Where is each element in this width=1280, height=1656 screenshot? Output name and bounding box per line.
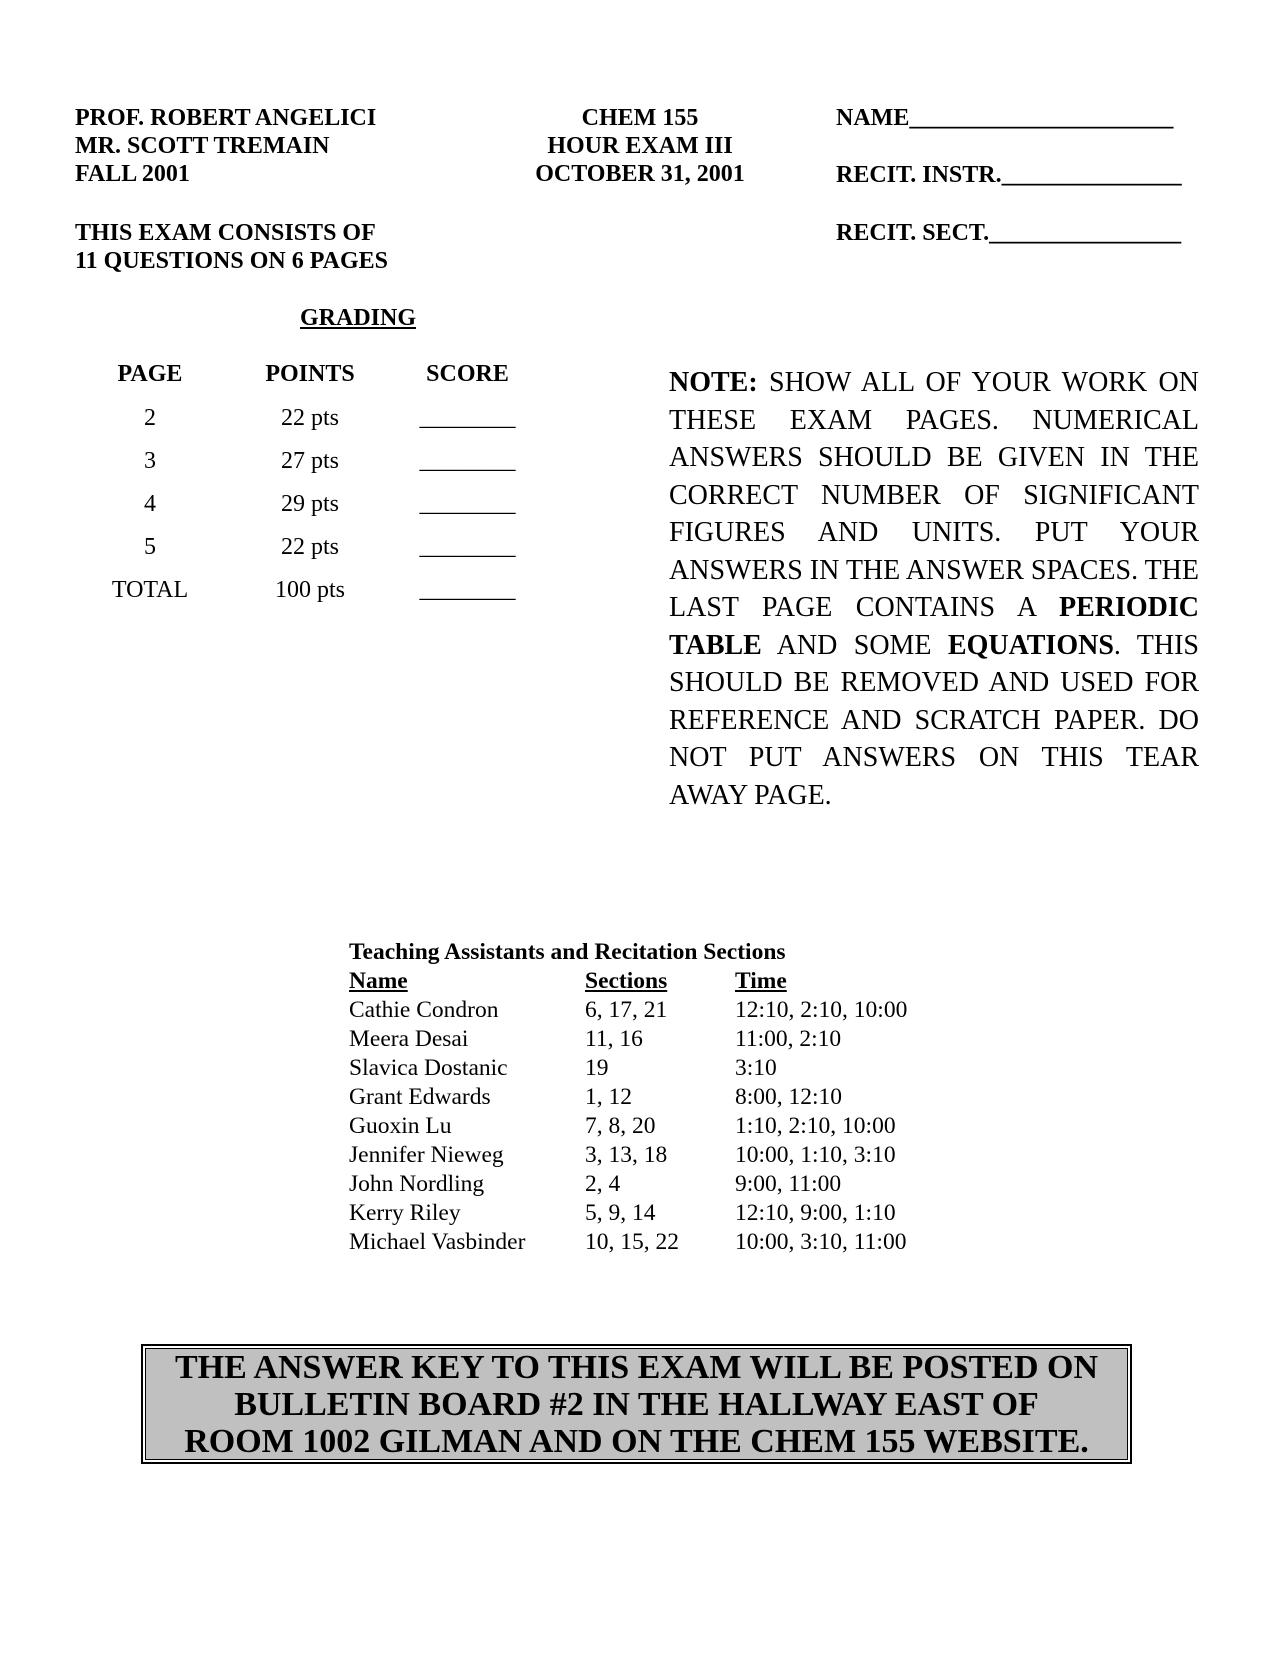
grading-row <box>0 534 540 577</box>
ta-time: 3:10 <box>735 1055 777 1081</box>
ta-time: 1:10, 2:10, 10:00 <box>735 1113 896 1139</box>
grading-points: 22 pts <box>280 405 339 431</box>
ta-sections: 6, 17, 21 <box>585 997 668 1023</box>
exam-info <box>75 219 388 275</box>
note-text: SHOW ALL OF YOUR WORK ON THESE EXAM PAGES. NUMERICAL ANSWERS SHOULD BE GIVEN IN THE CORRECT NUMBER OF SIGNIFICANT FIGURES AND UNITS. PUT YOUR ANSWERS IN THE ANSWER SPACES. THE LAST PAGE CONTAINS A <box>669 367 1200 623</box>
ta-name: Grant Edwards <box>349 1084 491 1110</box>
grading-score-blank[interactable]: ________ <box>419 577 516 603</box>
grading-points: 100 pts <box>274 577 345 603</box>
ta-row <box>349 1228 907 1257</box>
ta-time: 12:10, 9:00, 1:10 <box>735 1200 896 1226</box>
grading-header-row <box>0 361 540 404</box>
ta-table <box>349 938 908 1257</box>
ta-sections: 2, 4 <box>585 1171 621 1197</box>
ta-sections: 19 <box>585 1055 609 1081</box>
ta-header-sections: Sections <box>585 968 668 994</box>
ta-sections: 11, 16 <box>585 1026 643 1052</box>
grading-row <box>0 491 540 534</box>
ta-row <box>349 1025 842 1054</box>
ta-row <box>349 1112 896 1141</box>
ta-time: 8:00, 12:10 <box>735 1084 843 1110</box>
note-text: AND SOME <box>761 629 948 661</box>
ta-row <box>349 1083 843 1112</box>
grading-page: 5 <box>144 534 156 560</box>
term: FALL 2001 <box>75 161 190 187</box>
ta-header-name: Name <box>349 968 408 994</box>
grading-score-blank[interactable]: ________ <box>419 448 516 474</box>
grading-header-score: SCORE <box>426 361 509 387</box>
grading-page: 3 <box>144 448 156 474</box>
answer-key-line: BULLETIN BOARD #2 IN THE HALLWAY EAST OF <box>234 1385 1039 1423</box>
ta-header-time: Time <box>735 968 787 994</box>
grading-score-blank[interactable]: ________ <box>419 491 516 517</box>
grading-header-page: PAGE <box>117 361 183 387</box>
exam-title-block <box>520 104 760 188</box>
grading-score-blank[interactable]: ________ <box>419 405 516 431</box>
ta-header-row <box>349 967 786 996</box>
assistant-name: MR. SCOTT TREMAIN <box>75 133 330 159</box>
ta-time: 11:00, 2:10 <box>735 1026 842 1052</box>
grading-table <box>0 361 540 621</box>
exam-info-line: 11 QUESTIONS ON 6 PAGES <box>75 248 388 274</box>
grading-row <box>0 405 540 448</box>
note-label: NOTE: <box>669 367 758 398</box>
ta-row <box>349 1170 842 1199</box>
recit-instr-field[interactable]: RECIT. INSTR._______________ <box>836 162 1182 188</box>
ta-sections: 10, 15, 22 <box>585 1229 679 1255</box>
ta-time: 10:00, 1:10, 3:10 <box>735 1142 896 1168</box>
ta-time: 9:00, 11:00 <box>735 1171 842 1197</box>
ta-name: Michael Vasbinder <box>349 1229 526 1255</box>
ta-name: Guoxin Lu <box>349 1113 452 1139</box>
note-text: . THIS SHOULD BE REMOVED AND USED FOR REFERENCE AND SCRATCH PAPER. DO NOT PUT ANSWERS ON THIS TEAR AWAY PAGE. <box>669 629 1199 811</box>
ta-row <box>349 1141 896 1170</box>
grading-points: 29 pts <box>280 491 339 517</box>
instructor-block <box>75 104 376 188</box>
ta-name: John Nordling <box>349 1171 485 1197</box>
name-field[interactable]: NAME______________________ <box>836 105 1174 131</box>
ta-sections: 5, 9, 14 <box>585 1200 656 1226</box>
ta-sections: 3, 13, 18 <box>585 1142 668 1168</box>
ta-table-title: Teaching Assistants and Recitation Sections <box>349 939 786 965</box>
note-equations: EQUATIONS <box>947 629 1114 661</box>
ta-name: Kerry Riley <box>349 1200 461 1226</box>
answer-key-panel <box>145 1348 1128 1460</box>
exam-title: HOUR EXAM III <box>547 133 733 159</box>
exam-date: OCTOBER 31, 2001 <box>535 161 745 187</box>
recit-sect-field[interactable]: RECIT. SECT.________________ <box>836 220 1182 246</box>
ta-row <box>349 1199 896 1228</box>
exam-info-line: THIS EXAM CONSISTS OF <box>75 220 376 246</box>
professor-name: PROF. ROBERT ANGELICI <box>75 105 377 131</box>
instructions-note <box>669 364 1199 814</box>
grading-page: 4 <box>144 491 156 517</box>
course-code: CHEM 155 <box>581 105 699 131</box>
grading-row <box>0 448 540 491</box>
ta-row <box>349 996 908 1025</box>
answer-key-notice <box>141 1344 1132 1464</box>
grading-points: 27 pts <box>280 448 339 474</box>
ta-row <box>349 1054 786 1083</box>
answer-key-line: ROOM 1002 GILMAN AND ON THE CHEM 155 WEBSITE. <box>184 1422 1089 1460</box>
ta-time: 12:10, 2:10, 10:00 <box>735 997 908 1023</box>
ta-name: Slavica Dostanic <box>349 1055 508 1081</box>
ta-name: Jennifer Nieweg <box>349 1142 504 1168</box>
ta-sections: 1, 12 <box>585 1084 632 1110</box>
grading-score-blank[interactable]: ________ <box>419 534 516 560</box>
ta-name: Meera Desai <box>349 1026 469 1052</box>
ta-time: 10:00, 3:10, 11:00 <box>735 1229 907 1255</box>
answer-key-line: THE ANSWER KEY TO THIS EXAM WILL BE POSTED ON <box>175 1348 1098 1386</box>
grading-page: TOTAL <box>111 577 189 603</box>
ta-name: Cathie Condron <box>349 997 499 1023</box>
grading-points: 22 pts <box>280 534 339 560</box>
grading-title: GRADING <box>300 305 417 331</box>
grading-row-total <box>0 577 540 620</box>
grading-header-points: POINTS <box>265 361 355 387</box>
note-periodic-table: PERIODIC TABLE <box>669 592 1199 661</box>
grading-page: 2 <box>144 405 156 431</box>
ta-sections: 7, 8, 20 <box>585 1113 656 1139</box>
answer-key-text <box>175 1349 1098 1460</box>
